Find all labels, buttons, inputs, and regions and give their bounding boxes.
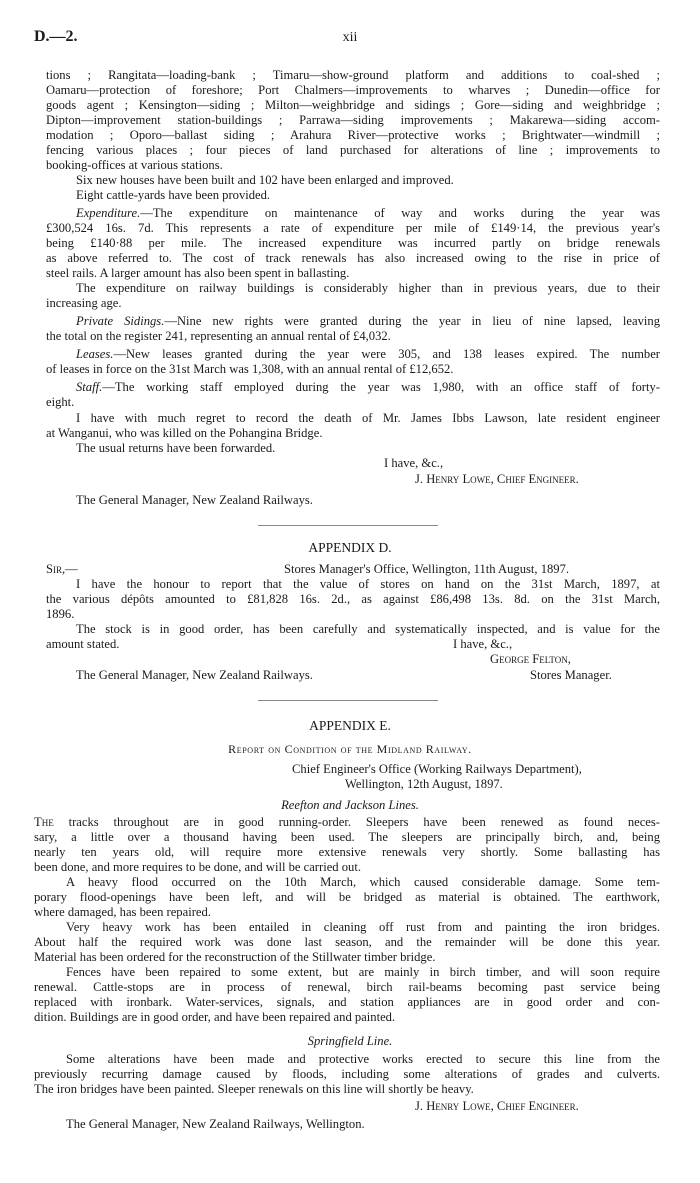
section-heading-reefton: Reefton and Jackson Lines. (281, 798, 419, 812)
text-line: modation ; Oporo—ballast siding ; Arahura River—protective works ; Brightwater—windmill ; (46, 128, 660, 142)
sidings-para-line (76, 314, 660, 328)
text-line: A heavy flood occurred on the 10th March, which caused considerable damage. Some tem- (66, 875, 660, 889)
text-line: The expenditure on railway buildings is considerably higher than in previous years, due to their (76, 281, 660, 295)
text-line: Dipton—improvement station-buildings ; Parrawa—siding improvements ; Makarewa—siding accom- (46, 113, 660, 127)
text-span: —The working staff employed during the year was 1,980, with an office staff of forty- (102, 380, 660, 394)
text-line: The stock is in good order, has been carefully and systematically inspected, and is value for the (76, 622, 660, 636)
office-date: Wellington, 12th August, 1897. (345, 777, 503, 791)
addressee: The General Manager, New Zealand Railways, Wellington. (66, 1117, 365, 1131)
text-line: Eight cattle-yards have been provided. (76, 188, 271, 202)
staff-para-line (76, 380, 660, 394)
appendix-d-title: APPENDIX D. (308, 540, 392, 555)
text-span: —Nine new rights were granted during the year in lieu of nine lapsed, leaving (164, 314, 660, 328)
signature-title: Stores Manager. (530, 668, 612, 682)
expenditure-heading: Expenditure. (76, 206, 141, 220)
text-line: Material has been ordered for the reconstruction of the Stillwater timber bridge. (34, 950, 436, 964)
text-line: previously recurring damage caused by floods, including some alterations of grades and culverts. (34, 1067, 660, 1081)
text-line: at Wanganui, who was killed on the Pohangina Bridge. (46, 426, 323, 440)
text-span: —New leases granted during the year were 305, and 138 leases expired. The number (113, 347, 660, 361)
text-line: dition. Buildings are in good order, and have been repaired and painted. (34, 1010, 396, 1024)
addressee: The General Manager, New Zealand Railways. (76, 493, 313, 507)
text-line: the various dépôts amounted to £81,828 16s. 2d., as against £86,498 13s. 8d. on the 31st March, (46, 592, 660, 606)
text-line: Oamaru—protection of foreshore; Port Chalmers—improvements to wharves ; Dunedin—office for (46, 83, 660, 97)
text-line: booking-offices at various stations. (46, 158, 223, 172)
text-line: renewal. Cattle-stops are in process of renewal, birch rail-beams becoming past service being (34, 980, 660, 994)
text-span: —The expenditure on maintenance of way and works during the year was (140, 206, 660, 220)
text-line: fencing various places ; four pieces of land purchased for alterations of line ; improvements to (46, 143, 660, 157)
dateline: Stores Manager's Office, Wellington, 11th August, 1897. (284, 562, 570, 576)
text-line: replaced with ironbark. Water-services, signals, and station appliances are in good order and con- (34, 995, 660, 1009)
text-line: porary flood-openings have been left, and will be bridged as material is obtained. The earthwork, (34, 890, 660, 904)
signoff: I have, &c., (384, 456, 444, 470)
text-line: Fences have been repaired to some extent, but are mainly in birch timber, and will soon require (66, 965, 660, 979)
text-line (34, 815, 660, 829)
text-span: tracks throughout are in good running-order. Sleepers have been renewed as found neces- (53, 815, 660, 829)
divider (258, 525, 438, 526)
divider (258, 700, 438, 701)
text-line: been done, and more requires to be done, and will be carried out. (34, 860, 361, 874)
expenditure-para-line (76, 206, 660, 220)
text-line: amount stated. (46, 637, 120, 651)
text-line: I have with much regret to record the death of Mr. James Ibbs Lawson, late resident engineer (76, 411, 660, 425)
leases-heading: Leases. (76, 347, 114, 361)
section-heading-springfield: Springfield Line. (307, 1034, 393, 1048)
text-line: increasing age. (46, 296, 122, 310)
appendix-e-title: APPENDIX E. (309, 718, 391, 733)
salutation: Sir,— (46, 562, 78, 576)
text-line: steel rails. A larger amount has also been spent in ballasting. (46, 266, 350, 280)
leases-para-line (76, 347, 660, 361)
text-line: as above referred to. The cost of track renewals has also increased owing to the rise in price of (46, 251, 660, 265)
text-line: 1896. (46, 607, 75, 621)
signature-name: J. Henry Lowe, Chief Engineer. (415, 472, 579, 486)
text-line: goods agent ; Kensington—siding ; Milton—weighbridge and sidings ; Gore—siding and weighbridge ; (46, 98, 660, 112)
text-line: of leases in force on the 31st March was 1,308, with an annual rental of £12,652. (46, 362, 454, 376)
text-line: eight. (46, 395, 75, 409)
text-line: I have the honour to report that the value of stores on hand on the 31st March, 1897, at (76, 577, 660, 591)
text-line: Six new houses have been built and 102 have been enlarged and improved. (76, 173, 454, 187)
text-line: The usual returns have been forwarded. (76, 441, 276, 455)
page-reference: D.—2. (34, 28, 78, 45)
text-line: The iron bridges have been painted. Sleeper renewals on this line will shortly be heavy. (34, 1082, 474, 1096)
text-line: being £140·88 per mile. The increased expenditure was incurred partly on bridge renewals (46, 236, 660, 250)
text-line: Very heavy work has been entailed in cleaning off rust from and painting the iron bridges. (66, 920, 660, 934)
page-number: xii (342, 30, 358, 45)
signature-name: J. Henry Lowe, Chief Engineer. (415, 1099, 579, 1113)
staff-heading: Staff. (76, 380, 103, 394)
text-line: the total on the register 241, representing an annual rental of £4,032. (46, 329, 391, 343)
signoff: I have, &c., (453, 637, 513, 651)
report-subtitle: Report on Condition of the Midland Railway. (228, 742, 472, 756)
text-line: sary, a little over a thousand having been used. The sleepers are principally birch, and, being (34, 830, 660, 844)
text-line: where damaged, has been repaired. (34, 905, 211, 919)
office-line: Chief Engineer's Office (Working Railways Department), (292, 762, 582, 776)
text-line: nearly ten years old, will require more extensive renewals very shortly. Some ballasting has (34, 845, 660, 859)
sidings-heading: Private Sidings. (76, 314, 165, 328)
signature-name: George Felton, (490, 652, 571, 666)
text-line: Some alterations have been made and protective works erected to secure this line from the (66, 1052, 660, 1066)
lead-word: The (34, 815, 54, 829)
addressee: The General Manager, New Zealand Railways. (76, 668, 313, 682)
text-line: About half the required work was done last season, and the remainder will be done this year. (34, 935, 660, 949)
text-line: tions ; Rangitata—loading-bank ; Timaru—show-ground platform and additions to coal-shed ; (46, 68, 660, 82)
text-line: £300,524 16s. 7d. This represents a rate of expenditure per mile of £149·14, the previous year's (46, 221, 660, 235)
